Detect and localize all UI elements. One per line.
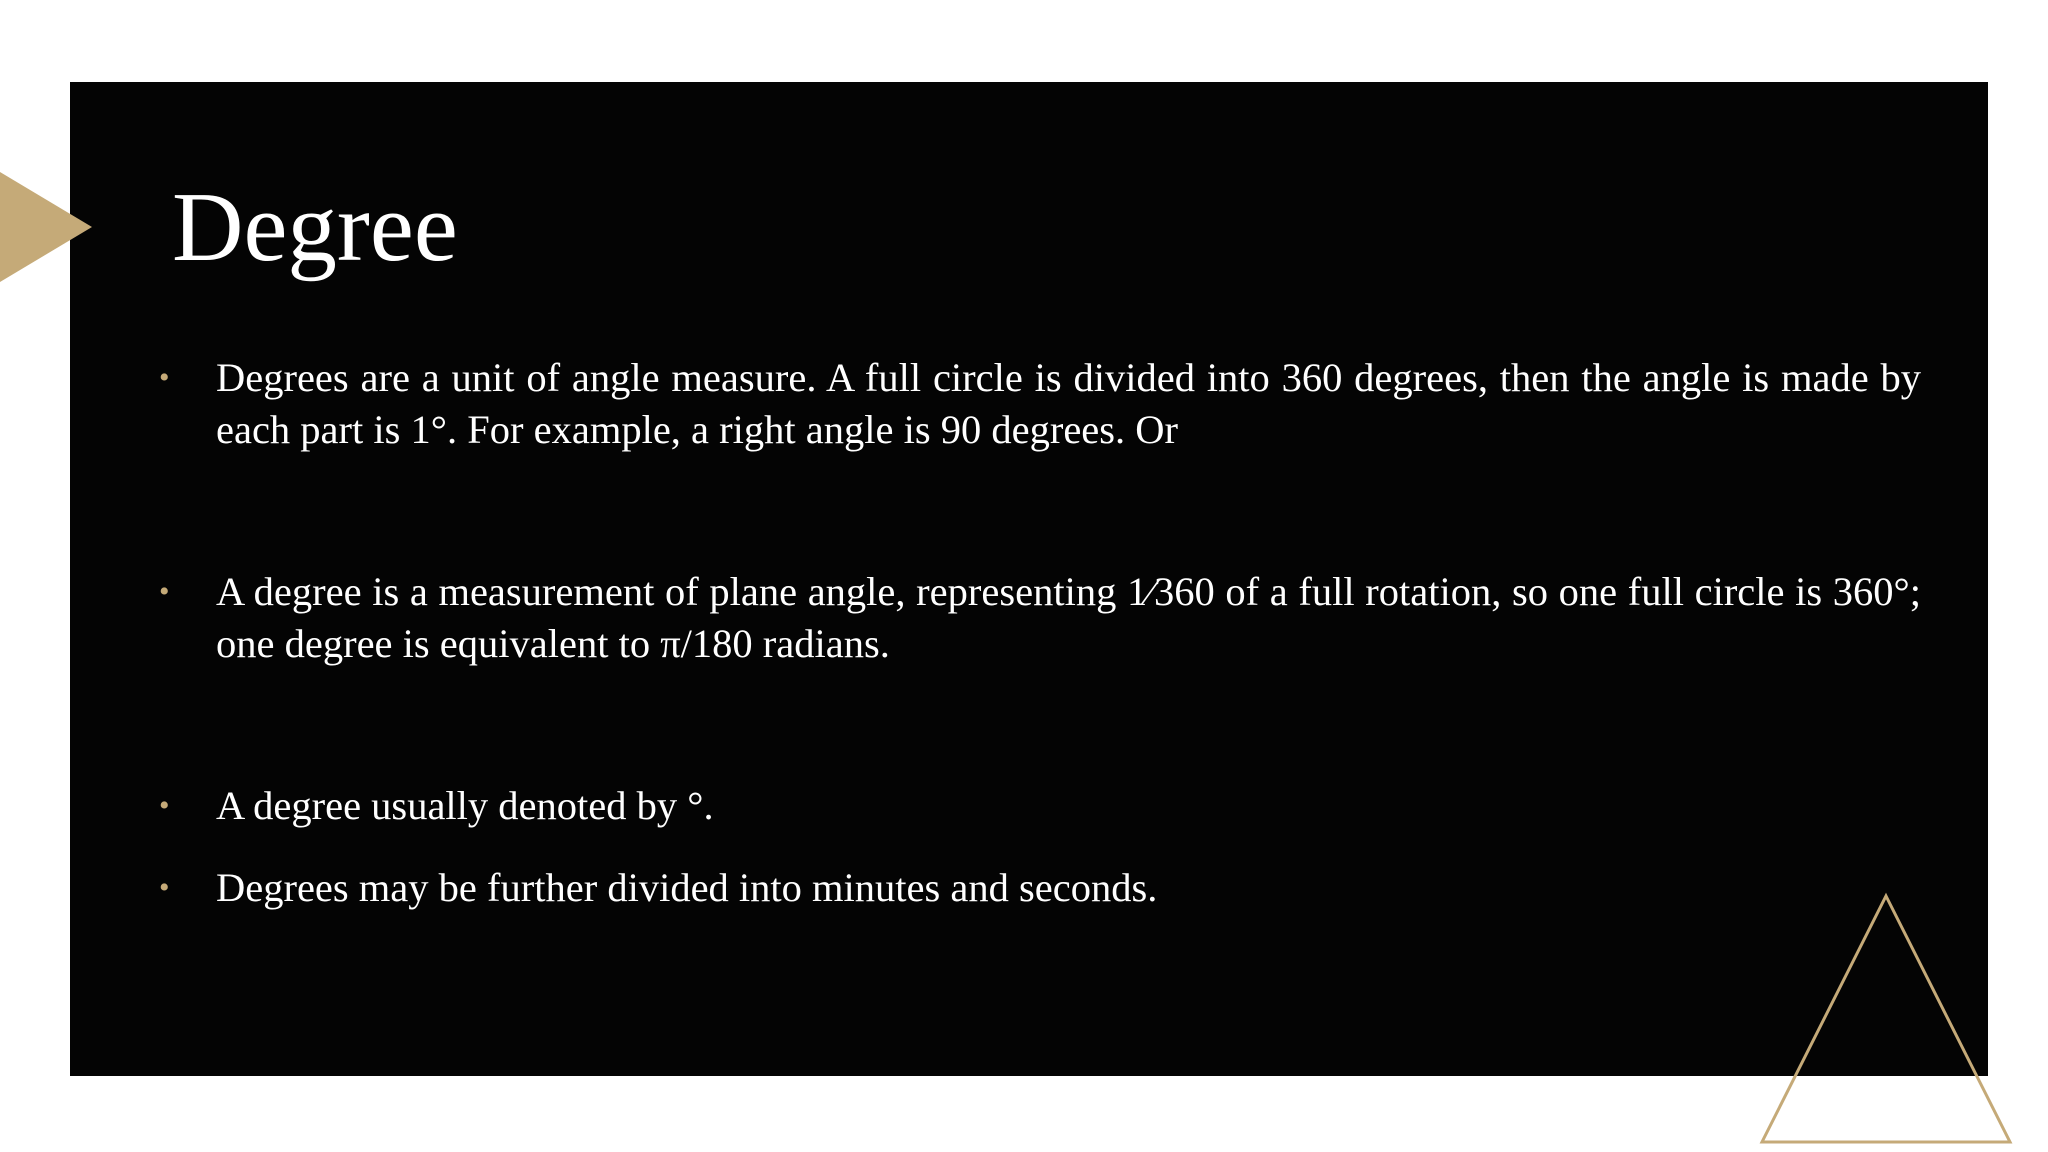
- slide-title: Degree: [172, 173, 458, 282]
- bullet-text: A degree is a measurement of plane angle, representing 1⁄360 of a full rotation, so one full circle is 360°; one degree is equivalent to π/180 radians.: [216, 569, 1921, 666]
- bullet-item: [156, 352, 1921, 456]
- triangle-arrow-icon: [0, 172, 92, 282]
- bullet-text: Degrees are a unit of angle measure. A full circle is divided into 360 degrees, then the angle is made by each part is 1°. For example, a right angle is 90 degrees. Or: [216, 355, 1921, 452]
- bullet-dot-icon: •: [159, 871, 170, 904]
- triangle-outline-icon: [1758, 892, 2014, 1146]
- bullet-item: [156, 780, 1921, 832]
- bullet-dot-icon: •: [159, 575, 170, 608]
- bullet-text: Degrees may be further divided into minutes and seconds.: [216, 865, 1158, 910]
- bullet-item: [156, 862, 1921, 914]
- bullet-item: [156, 566, 1921, 670]
- bullet-dot-icon: •: [159, 361, 170, 394]
- bullet-text: A degree usually denoted by °.: [216, 783, 714, 828]
- bullet-dot-icon: •: [159, 789, 170, 822]
